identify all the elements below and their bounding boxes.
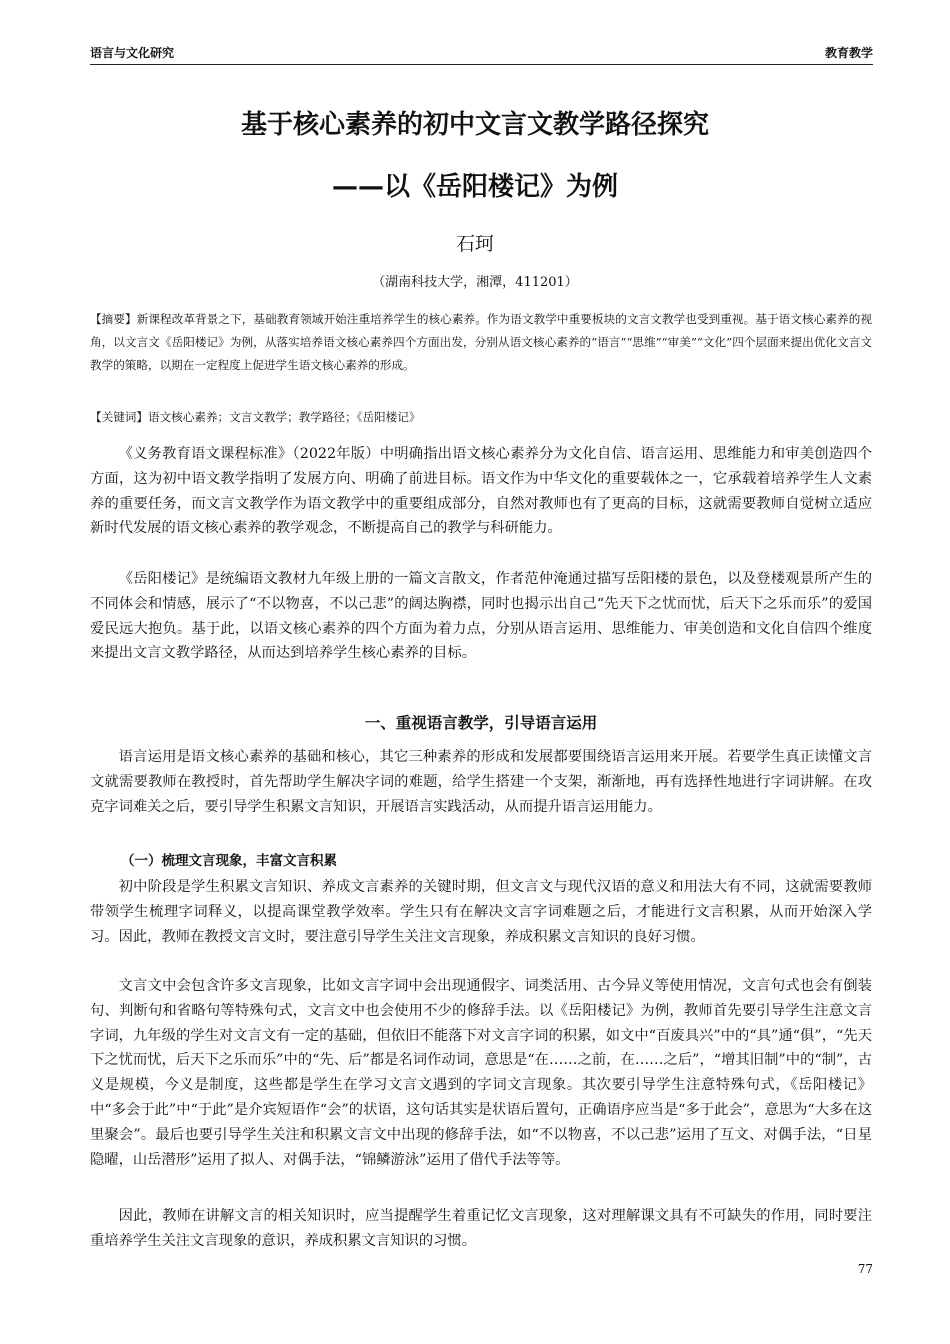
journal-section: 语言与文化研究	[90, 46, 175, 60]
paragraph-subsection-1b: 文言文中会包含许多文言现象，比如文言字词中会出现通假字、词类活用、古今异义等使用情况，文言句式也会有倒装句、判断句和省略句等特殊句式，文言文中也会使用不少的修辞手法。以《岳阳楼记》为例，教师首先要引导学生注意文言字词，九年级的学生对文言文有一定的基础，但依旧不能落下对文言字词的积累，如文中“百废具兴”中的“具”通“俱”，“先天下之忧而忧，后天下之乐而乐”中的“先、后”都是名词作动词，意思是“在……之前，在……之后”，“增其旧制”中的“制”，古义是规模，今义是制度，这些都是学生在学习文言文遇到的字词文言现象。其次要引导学生注意特殊句式，《岳阳楼记》中“多会于此”中“于此”是介宾短语作“会”的状语，这句话其实是状语后置句，正确语序应当是“多于此会”，意思为“大多在这里聚会”。最后也要引导学生关注和积累文言文中出现的修辞手法，如“不以物喜，不以己悲”运用了互文、对偶手法，“日星隐曜，山岳潜形”运用了拟人、对偶手法，“锦鳞游泳”运用了借代手法等等。	[90, 978, 872, 1168]
subsection-heading-1: （一）梳理文言现象，丰富文言积累	[121, 853, 337, 869]
author-name: 石珂	[455, 233, 494, 255]
paragraph-section-1: 语言运用是语文核心素养的基础和核心，其它三种素养的形成和发展都要围绕语言运用来开展。若要学生真正读懂文言文就需要教师在教授时，首先帮助学生解决字词的难题，给学生搭建一个支架，渐渐地，再有选择性地进行字词讲解。在攻克字词难关之后，要引导学生积累文言知识，开展语言实践活动，从而提升语言运用能力。	[90, 749, 872, 815]
running-header	[90, 42, 873, 65]
keywords-label: 【关键词】	[90, 410, 148, 424]
section-heading-1: 一、重视语言教学，引导语言运用	[364, 714, 598, 732]
paragraph-subsection-1a: 初中阶段是学生积累文言知识、养成文言素养的关键时期，但文言文与现代汉语的意义和用法大有不同，这就需要教师带领学生梳理字词释义，以提高课堂教学效率。学生只有在解决文言字词难题之后，才能进行文言积累，从而开始深入学习。因此，教师在教授文言文时，要注意引导学生关注文言现象，养成积累文言知识的良好习惯。	[90, 879, 872, 945]
paragraph-intro-1: 《义务教育语文课程标准》（2022年版）中明确指出语文核心素养分为文化自信、语言运用、思维能力和审美创造四个方面，这为初中语文教学指明了发展方向、明确了前进目标。语文作为中华文化的重要载体之一，它承载着培养学生人文素养的重要任务，而文言文教学作为语文教学中的重要组成部分，自然对教师也有了更高的目标，这就需要教师自觉树立适应新时代发展的语文核心素养的教学观念，不断提高自己的教学与科研能力。	[90, 446, 872, 537]
column-name: 教育教学	[824, 46, 873, 60]
page-number: 77	[857, 1262, 873, 1276]
keywords-text: 语文核心素养；文言文教学；教学路径；《岳阳楼记》	[147, 410, 421, 424]
abstract-text: 新课程改革背景之下，基础教育领域开始注重培养学生的核心素养。作为语文教学中重要板块的文言文教学也受到重视。基于语文核心素养的视角，以文言文《岳阳楼记》为例，从落实培养语文核心素养四个方面出发，分别从语文核心素养的“语言”“思维”“审美”“文化”四个层面来提出优化文言文教学的策略，以期在一定程度上促进学生语文核心素养的形成。	[90, 312, 872, 372]
abstract	[90, 308, 872, 377]
abstract-label: 【摘要】	[90, 312, 137, 326]
paragraph-intro-2: 《岳阳楼记》是统编语文教材九年级上册的一篇文言散文，作者范仲淹通过描写岳阳楼的景色，以及登楼观景所产生的不同体会和情感，展示了“不以物喜，不以己悲”的阔达胸襟，同时也揭示出自己“先天下之忧而忧，后天下之乐而乐”的爱国爱民远大抱负。基于此，以语文核心素养的四个方面为着力点，分别从语言运用、思维能力、审美创造和文化自信四个维度来提出文言文教学路径，从而达到培养学生核心素养的目标。	[90, 571, 872, 662]
paper-subtitle: ——以《岳阳楼记》为例	[331, 172, 618, 202]
paragraph-subsection-1c: 因此，教师在讲解文言的相关知识时，应当提醒学生着重记忆文言现象，这对理解课文具有不可缺失的作用，同时要注重培养学生关注文言现象的意识，养成积累文言知识的习惯。	[90, 1208, 872, 1249]
author-affiliation: （湖南科技大学，湘潭，411201）	[372, 275, 578, 290]
keywords	[90, 406, 872, 429]
paper-title: 基于核心素养的初中文言文教学路径探究	[240, 110, 709, 140]
